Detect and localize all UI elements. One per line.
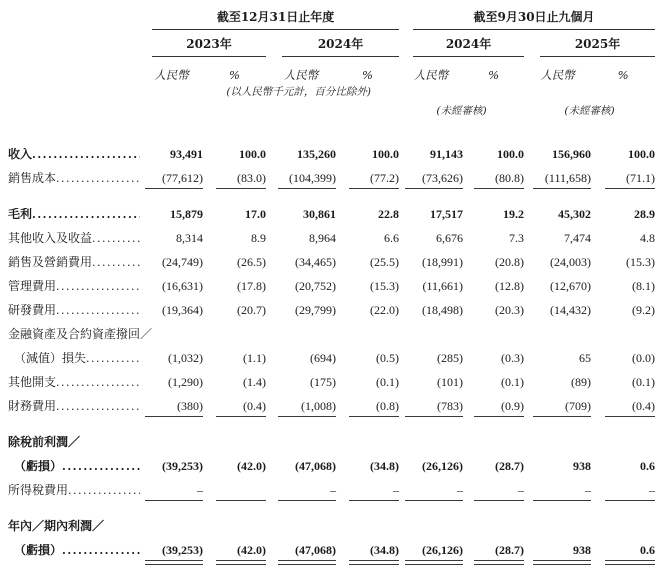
table-row (8, 293, 655, 317)
dot-leader (56, 305, 140, 317)
value-cell: (285) (437, 351, 464, 366)
double-rule-line (216, 560, 266, 565)
rule-cell (463, 185, 524, 197)
rule-line (474, 500, 524, 501)
period-group-nine-months (399, 6, 655, 30)
table-row (8, 341, 655, 365)
value-cell: (9.2) (632, 303, 656, 318)
rule-line (474, 416, 524, 417)
value-cell: (1,008) (301, 399, 336, 414)
header-spacer (399, 81, 655, 98)
rule-cell (591, 413, 655, 425)
row-label-line1: 年內／期內利潤／ (8, 519, 105, 533)
value-cell: 8,964 (309, 231, 336, 246)
value-cell: (22.0) (370, 303, 400, 318)
period-group-annual (140, 6, 399, 30)
value-cell: 100.0 (372, 147, 400, 162)
value-cell: (18,991) (422, 255, 464, 270)
currency-header: 人民幣 (283, 67, 319, 82)
value-cell: (15.3) (626, 255, 656, 270)
rule-cell (140, 185, 203, 197)
value-cell: (34,465) (295, 255, 336, 270)
dot-leader (56, 173, 140, 185)
rule-cell (463, 413, 524, 425)
table-row (8, 449, 655, 473)
currency-header: 人民幣 (540, 67, 575, 82)
value-cell: 8.9 (251, 231, 266, 246)
rule-line (405, 500, 463, 501)
row-label (8, 533, 140, 557)
rule-cell (399, 413, 463, 425)
row-label-line1: 金融資產及合約資產撥回／ (8, 327, 153, 341)
rule-line (278, 188, 336, 189)
value-cell: (101) (437, 375, 464, 390)
value-cell: 100.0 (239, 147, 266, 162)
row-label-text: 所得稅費用 (8, 484, 69, 497)
value-cell: 15,879 (170, 207, 203, 222)
row-label-text: 管理費用 (8, 280, 57, 293)
rule-line (216, 188, 266, 189)
rule-line (349, 188, 399, 189)
value-cell: 7.3 (509, 231, 525, 246)
rule-cell (140, 497, 203, 509)
value-cell: (1,032) (168, 351, 203, 366)
value-cell: 100.0 (628, 147, 656, 162)
value-cell: (0.1) (632, 375, 656, 390)
row-label (8, 269, 140, 293)
rule-cell (203, 497, 266, 509)
value-cell: (104,399) (289, 171, 336, 186)
dot-leader (56, 377, 140, 389)
value-cell: (80.8) (495, 171, 525, 186)
table-row (8, 161, 655, 185)
value-cell: (0.1) (376, 375, 400, 390)
row-label (8, 365, 140, 389)
value-cell: (24,003) (550, 255, 592, 270)
double-rule-line (533, 560, 591, 565)
table-row (8, 389, 655, 413)
value-cell: (26,126) (422, 459, 464, 474)
value-cell: – (457, 483, 464, 498)
table-row-prelabel (8, 509, 655, 533)
value-cell: (0.5) (376, 351, 400, 366)
value-cell: (8.1) (632, 279, 656, 294)
rule-cell (399, 497, 463, 509)
rule-line (216, 416, 266, 417)
rule-line (474, 188, 524, 189)
value-cell: 28.9 (634, 207, 656, 222)
dot-leader (32, 149, 140, 161)
row-label-line1: 除稅前利潤／ (8, 435, 81, 449)
rule-cell (591, 497, 655, 509)
table-row (8, 117, 655, 161)
value-cell: (783) (437, 399, 464, 414)
row-label-wrap (8, 208, 140, 221)
row-label-text: 毛利 (8, 208, 33, 221)
percent-header: % (617, 67, 629, 82)
value-cell: 65 (579, 351, 592, 366)
row-label (8, 221, 140, 245)
rule-row (8, 413, 655, 425)
value-cell: – (518, 483, 525, 498)
value-cell: (0.8) (376, 399, 400, 414)
value-cell: (12,670) (550, 279, 592, 294)
table-body (8, 117, 655, 569)
row-label (8, 245, 140, 269)
rule-line (405, 188, 463, 189)
header-unaudited-row (8, 98, 655, 117)
value-cell: 135,260 (297, 147, 336, 162)
value-cell: 4.8 (640, 231, 656, 246)
double-rule-line (278, 560, 336, 565)
rule-line (145, 416, 203, 417)
unaudited-note-2025: (未經審核) (564, 104, 615, 117)
row-label (8, 341, 140, 365)
value-cell: 100.0 (497, 147, 525, 162)
rule-line (533, 500, 591, 501)
row-label-text: 財務費用 (8, 400, 57, 413)
value-cell: (20.3) (495, 303, 525, 318)
value-cell: 0.6 (640, 459, 656, 474)
rule-cell (524, 413, 591, 425)
value-cell: 17.0 (245, 207, 266, 222)
value-cell: 7,474 (564, 231, 592, 246)
value-cell: (15.3) (370, 279, 400, 294)
rule-cell (266, 497, 336, 509)
value-cell: 45,302 (558, 207, 592, 222)
value-cell: (17.8) (237, 279, 266, 294)
value-cell: (20,752) (295, 279, 336, 294)
rule-line (349, 500, 399, 501)
row-label-text: 銷售成本 (8, 172, 57, 185)
double-rule-line (405, 560, 463, 565)
year-2024 (266, 30, 399, 57)
rule-cell (266, 185, 336, 197)
value-cell: (0.3) (501, 351, 525, 366)
rule-cell (336, 497, 399, 509)
value-cell: 93,491 (170, 147, 203, 162)
row-label-text: 其他收入及收益 (8, 232, 93, 245)
value-cell: (16,631) (162, 279, 203, 294)
value-cell: (19,364) (162, 303, 203, 318)
value-cell: 19.2 (503, 207, 525, 222)
value-cell: 6,676 (436, 231, 464, 246)
double-rule-line (145, 560, 203, 565)
period-group-annual-title: 截至12月31日止年度 (152, 11, 399, 30)
row-label-wrap (8, 148, 140, 161)
dot-leader (32, 209, 140, 221)
row-label (8, 449, 140, 473)
header-spacer (140, 98, 399, 117)
rule-row (8, 185, 655, 197)
income-statement-table (8, 6, 655, 569)
year-2024-nine-months-label: 2024年 (413, 38, 524, 57)
value-cell: (20.7) (237, 303, 266, 318)
rule-line (278, 416, 336, 417)
dot-leader (92, 233, 140, 245)
value-cell: 30,861 (303, 207, 336, 222)
value-cell: (0.4) (632, 399, 656, 414)
value-cell: 91,143 (430, 147, 464, 162)
value-cell: (77.2) (370, 171, 400, 186)
value-cell: (709) (565, 399, 592, 414)
value-cell: – (330, 483, 336, 498)
header-period-groups (8, 6, 655, 30)
row-label (8, 161, 140, 185)
row-label (8, 117, 140, 161)
rule-line (533, 188, 591, 189)
row-label-wrap (8, 544, 140, 557)
value-cell: (73,626) (422, 171, 464, 186)
value-cell: (28.7) (495, 543, 525, 558)
table-row-prelabel (8, 317, 655, 341)
value-cell: – (393, 483, 400, 498)
year-2023 (140, 30, 266, 57)
row-label-wrap (8, 484, 140, 497)
rule-cell (336, 413, 399, 425)
value-cell: 22.8 (378, 207, 400, 222)
value-cell: (71.1) (626, 171, 656, 186)
value-cell: (0.1) (501, 375, 525, 390)
value-cell: – (585, 483, 592, 498)
value-cell: (1.4) (243, 375, 266, 390)
value-cell: (0.0) (632, 351, 656, 366)
row-label-wrap (8, 232, 140, 245)
rule-cell (591, 185, 655, 197)
value-cell: (24,749) (162, 255, 203, 270)
row-label-text: 研發費用 (8, 304, 57, 317)
row-label (8, 389, 140, 413)
value-cell: (26,126) (422, 543, 464, 558)
table-row (8, 197, 655, 221)
value-cell: (175) (310, 375, 336, 390)
row-label-wrap (8, 172, 140, 185)
units-note: (以人民幣千元計，百分比除外) (226, 85, 372, 98)
row-label-wrap (8, 256, 140, 269)
rule-line (145, 188, 203, 189)
table-row (8, 365, 655, 389)
row-label (8, 473, 140, 497)
year-2024-label: 2024年 (282, 38, 399, 57)
row-label-wrap (8, 280, 140, 293)
value-cell: (0.9) (501, 399, 525, 414)
rule-cell (203, 185, 266, 197)
rule-cell (336, 185, 399, 197)
header-years (8, 30, 655, 57)
currency-header: 人民幣 (413, 67, 449, 82)
value-cell: (694) (310, 351, 336, 366)
value-cell: (1,290) (168, 375, 203, 390)
double-rule-line (474, 560, 524, 565)
value-cell: (18,498) (422, 303, 464, 318)
rule-cell (266, 413, 336, 425)
dot-leader (62, 545, 140, 557)
year-2025-nine-months-label: 2025年 (540, 38, 655, 57)
value-cell: (34.8) (370, 459, 400, 474)
row-label-wrap (8, 304, 140, 317)
row-label (8, 293, 140, 317)
row-label-text: （減值）損失 (14, 352, 87, 365)
dot-leader (68, 485, 140, 497)
value-cell: (26.5) (237, 255, 266, 270)
value-cell: 938 (573, 459, 592, 474)
percent-header: % (229, 67, 240, 82)
value-cell: (83.0) (237, 171, 266, 186)
double-rule-line (349, 560, 399, 565)
year-2023-label: 2023年 (152, 38, 266, 57)
period-group-nine-months-title: 截至9月30日止九個月 (413, 11, 655, 30)
rule-cell (524, 497, 591, 509)
percent-header: % (362, 67, 373, 82)
row-label-wrap (8, 376, 140, 389)
rule-cell (203, 413, 266, 425)
value-cell: (0.4) (243, 399, 266, 414)
table-row (8, 269, 655, 293)
unaudited-note-2024: (未經審核) (436, 104, 487, 117)
value-cell: – (649, 483, 656, 498)
value-cell: (12.8) (495, 279, 525, 294)
value-cell: (28.7) (495, 459, 525, 474)
value-cell: (47,068) (295, 459, 336, 474)
value-cell: (14,432) (550, 303, 592, 318)
rule-spacer (8, 413, 140, 425)
rule-spacer (8, 497, 140, 509)
year-2025-nine-months (524, 30, 655, 57)
rule-line (278, 500, 336, 501)
rule-line (145, 500, 203, 501)
dot-leader (92, 257, 140, 269)
value-cell: – (197, 483, 203, 498)
header-spacer (8, 6, 140, 30)
value-cell: 6.6 (384, 231, 400, 246)
double-rule-line (605, 560, 655, 565)
value-cell: (25.5) (370, 255, 400, 270)
rule-cell (463, 497, 524, 509)
row-label-text: （虧損） (14, 460, 63, 473)
row-label (8, 197, 140, 221)
rule-line (216, 500, 266, 501)
rule-line (349, 416, 399, 417)
value-cell: (77,612) (162, 171, 203, 186)
row-label-text: 其他開支 (8, 376, 57, 389)
rule-line (605, 188, 655, 189)
table-row (8, 245, 655, 269)
value-cell: (39,253) (162, 459, 203, 474)
value-cell (203, 473, 266, 497)
table-row (8, 533, 655, 557)
value-cell: (34.8) (370, 543, 400, 558)
value-cell: (111,658) (544, 171, 592, 186)
rule-spacer (8, 185, 140, 197)
table-row (8, 221, 655, 245)
rule-cell (140, 413, 203, 425)
value-cell: 8,314 (176, 231, 203, 246)
year-2024-nine-months (399, 30, 524, 57)
value-cell: (89) (571, 375, 592, 390)
header-columns (8, 57, 655, 81)
header-spacer (8, 30, 140, 57)
value-cell: (11,661) (422, 279, 464, 294)
value-cell: (20.8) (495, 255, 525, 270)
header-units-note-row (8, 81, 655, 98)
row-label-wrap (8, 460, 140, 473)
value-cell: (380) (177, 399, 203, 414)
table-row (8, 473, 655, 497)
value-cell: 17,517 (430, 207, 464, 222)
header-spacer (8, 81, 140, 98)
row-label-wrap (8, 400, 140, 413)
value-cell: (47,068) (295, 543, 336, 558)
value-cell: (42.0) (237, 459, 266, 474)
dot-leader (62, 461, 140, 473)
rule-line (533, 416, 591, 417)
value-cell: 938 (573, 543, 592, 558)
percent-header: % (488, 67, 499, 82)
row-label-text: （虧損） (14, 544, 63, 557)
rule-line (605, 500, 655, 501)
value-cell: (29,799) (295, 303, 336, 318)
header-spacer (8, 98, 140, 117)
dot-leader (56, 401, 140, 413)
row-label-text: 收入 (8, 148, 33, 161)
row-label-wrap (8, 352, 140, 365)
currency-header: 人民幣 (154, 67, 189, 82)
rule-row (8, 497, 655, 509)
table-row-prelabel (8, 425, 655, 449)
rule-line (405, 416, 463, 417)
value-cell: 156,960 (552, 147, 592, 162)
value-cell: (39,253) (162, 543, 203, 558)
dot-leader (56, 281, 140, 293)
value-cell: (42.0) (237, 543, 266, 558)
dot-leader (86, 353, 140, 365)
row-label-text: 銷售及營銷費用 (8, 256, 93, 269)
rule-cell (399, 185, 463, 197)
rule-line (605, 416, 655, 417)
rule-cell (524, 185, 591, 197)
header-spacer (8, 57, 140, 81)
value-cell: 0.6 (640, 543, 656, 558)
value-cell: (1.1) (243, 351, 266, 366)
